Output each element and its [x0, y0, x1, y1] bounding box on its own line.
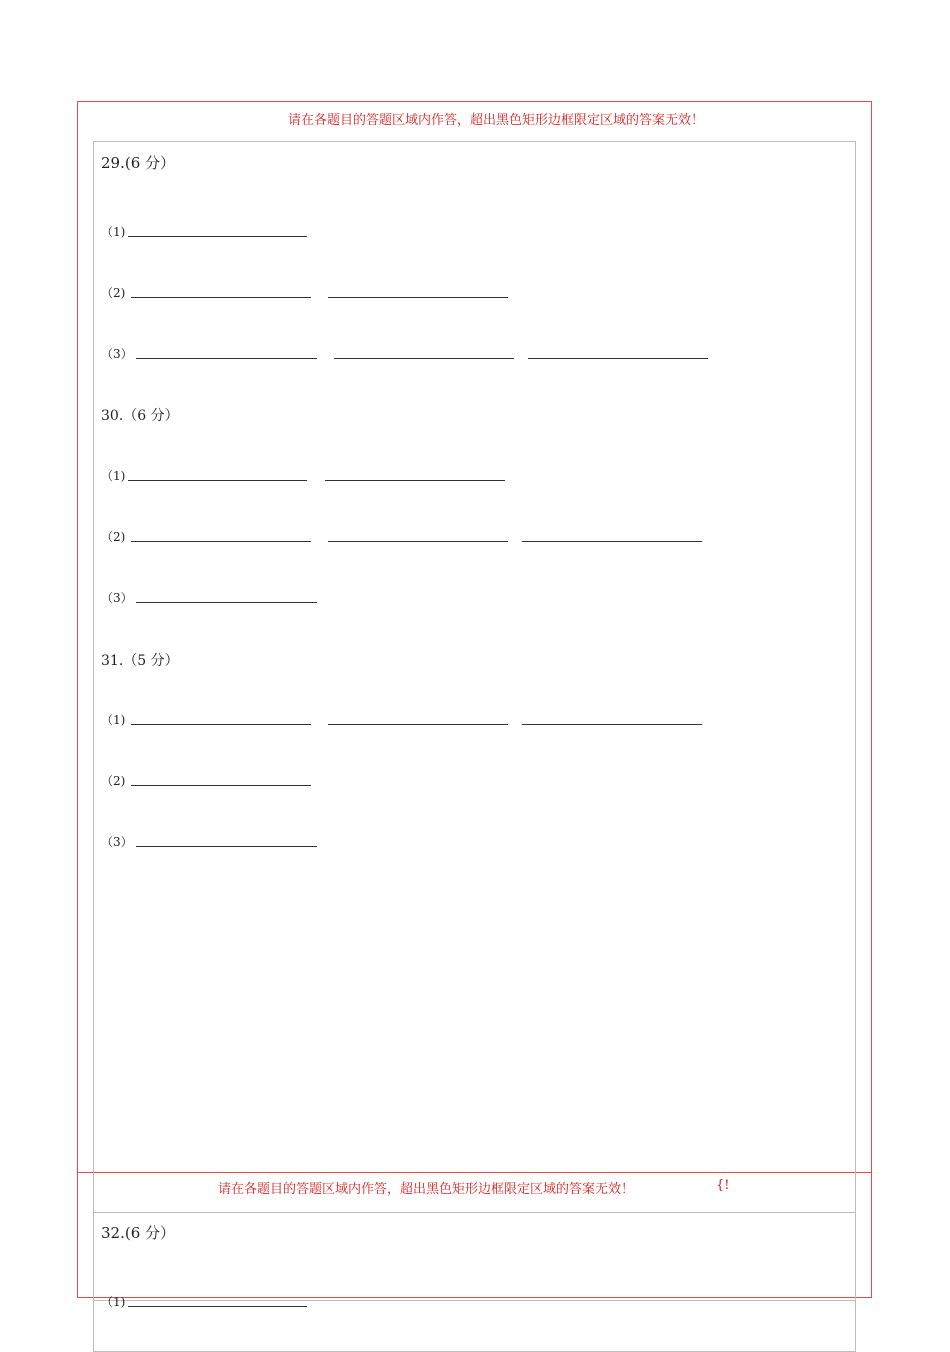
q29-part2-label: （2): [101, 286, 126, 300]
q29-part1-blank-1[interactable]: [128, 236, 307, 237]
region-notice-bottom: 请在各题目的答题区域内作答，超出黑色矩形边框限定区域的答案无效！: [218, 1182, 635, 1197]
region-notice-fragment: {!: [716, 1178, 730, 1193]
answer-box-29-31: [93, 141, 856, 1301]
q29-part3-blank-2[interactable]: [334, 358, 514, 359]
q29-part2-blank-2[interactable]: [328, 297, 508, 298]
q29-part1-label: （1): [101, 225, 126, 239]
q32-part1-label: （1): [101, 1295, 126, 1309]
q31-part1-label: （1): [101, 713, 126, 727]
question-30-title: 30.（6 分）: [101, 408, 179, 424]
question-32-title: 32.(6 分）: [101, 1224, 176, 1242]
q31-part2-label: （2): [101, 774, 126, 788]
q31-part2-blank-1[interactable]: [131, 785, 311, 786]
q29-part3-blank-1[interactable]: [136, 358, 317, 359]
q31-part1-blank-2[interactable]: [328, 724, 508, 725]
q30-part1-blank-2[interactable]: [325, 480, 505, 481]
q30-part2-blank-1[interactable]: [131, 541, 311, 542]
q31-part3-label: （3）: [101, 835, 133, 849]
q31-part3-blank-1[interactable]: [136, 846, 317, 847]
region-notice-top: 请在各题目的答题区域内作答，超出黑色矩形边框限定区域的答案无效！: [288, 113, 705, 128]
q30-part1-blank-1[interactable]: [128, 480, 307, 481]
q30-part3-label: （3）: [101, 591, 133, 605]
q30-part2-blank-2[interactable]: [328, 541, 508, 542]
q30-part1-label: （1): [101, 469, 126, 483]
question-31-title: 31.（5 分）: [101, 653, 179, 669]
q30-part3-blank-1[interactable]: [136, 602, 317, 603]
question-29-title: 29.(6 分）: [101, 154, 176, 172]
answer-box-32: [93, 1212, 856, 1352]
q31-part1-blank-1[interactable]: [131, 724, 311, 725]
q30-part2-label: （2): [101, 530, 126, 544]
q30-part2-blank-3[interactable]: [522, 541, 702, 542]
q29-part3-blank-3[interactable]: [528, 358, 708, 359]
q29-part3-label: （3）: [101, 347, 133, 361]
q31-part1-blank-3[interactable]: [522, 724, 702, 725]
q29-part2-blank-1[interactable]: [131, 297, 311, 298]
q32-part1-blank-1[interactable]: [128, 1306, 307, 1307]
